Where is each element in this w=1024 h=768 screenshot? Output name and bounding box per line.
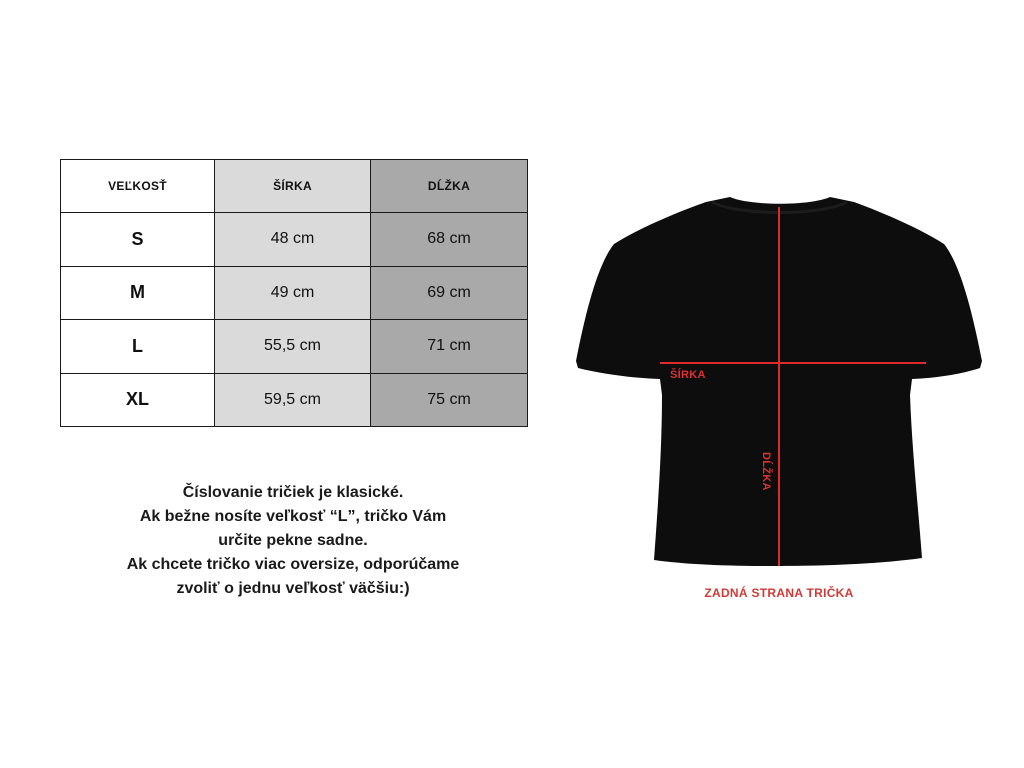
note-line: určite pekne sadne.: [218, 532, 368, 549]
header-size: VEĽKOSŤ: [61, 160, 215, 213]
table-row: [61, 266, 528, 320]
cell-length: 71 cm: [371, 320, 528, 374]
table-header-row: [61, 160, 528, 213]
note-line: Ak chcete tričko viac oversize, odporúčame: [126, 556, 460, 573]
cell-width: 55,5 cm: [215, 320, 371, 374]
table-row: [61, 320, 528, 374]
cell-length: 75 cm: [371, 373, 528, 427]
sizing-note: [60, 481, 526, 601]
cell-width: 49 cm: [215, 266, 371, 320]
cell-size: L: [61, 320, 215, 374]
size-table: [60, 159, 528, 427]
cell-width: 48 cm: [215, 213, 371, 267]
cell-size: S: [61, 213, 215, 267]
table-row: [61, 213, 528, 267]
note-line: Číslovanie tričiek je klasické.: [182, 484, 404, 501]
header-length: DĹŽKA: [371, 160, 528, 213]
note-line: Ak bežne nosíte veľkosť “L”, tričko Vám: [139, 508, 447, 525]
cell-length: 68 cm: [371, 213, 528, 267]
width-label: ŠÍRKA: [670, 369, 706, 381]
cell-width: 59,5 cm: [215, 373, 371, 427]
tshirt-svg: [572, 190, 986, 570]
note-line: zvoliť o jednu veľkosť väčšiu:): [176, 580, 410, 597]
tshirt-diagram: [572, 190, 986, 570]
table-row: [61, 373, 528, 427]
header-width: ŠÍRKA: [215, 160, 371, 213]
cell-size: M: [61, 266, 215, 320]
diagram-caption: ZADNÁ STRANA TRIČKA: [704, 586, 854, 600]
length-label: DĹŽKA: [760, 452, 772, 491]
cell-size: XL: [61, 373, 215, 427]
cell-length: 69 cm: [371, 266, 528, 320]
